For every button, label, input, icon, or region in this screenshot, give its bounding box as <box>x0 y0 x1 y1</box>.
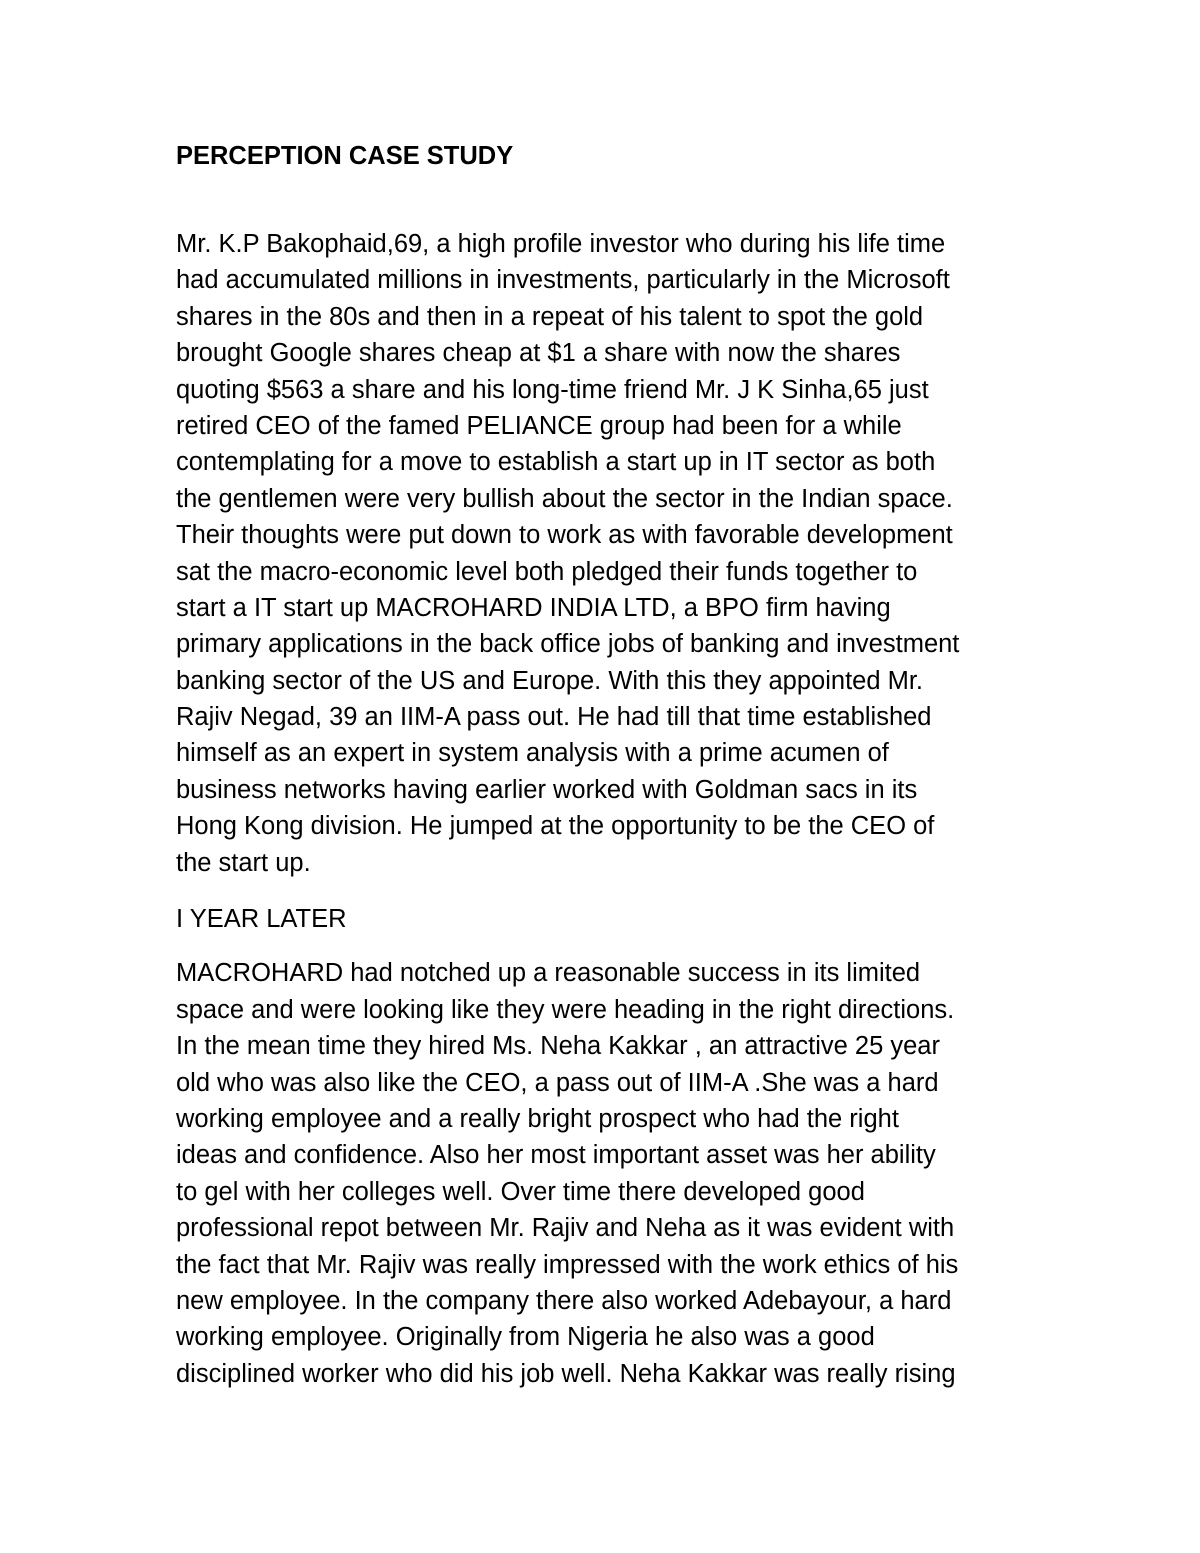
text-line: business networks having earlier worked with Goldman sacs in its <box>176 775 918 804</box>
text-line: Their thoughts were put down to work as with favorable development <box>176 521 953 550</box>
text-line: professional repot between Mr. Rajiv and Neha as it was evident with <box>176 1214 955 1243</box>
text-line: sat the macro-economic level both pledged their funds together to <box>176 557 918 586</box>
text-line: disciplined worker who did his job well. Neha Kakkar was really rising <box>176 1359 956 1388</box>
text-line: ideas and confidence. Also her most important asset was her ability <box>176 1141 936 1170</box>
text-line: old who was also like the CEO, a pass out of IIM-A .She was a hard <box>176 1068 939 1097</box>
text-line: MACROHARD had notched up a reasonable success in its limited <box>176 959 921 988</box>
text-line: shares in the 80s and then in a repeat of his talent to spot the gold <box>176 302 924 331</box>
text-line: to gel with her colleges well. Over time there developed good <box>176 1177 865 1206</box>
text-line: In the mean time they hired Ms. Neha Kakkar , an attractive 25 year <box>176 1032 940 1061</box>
text-line: working employee and a really bright prospect who had the right <box>176 1104 899 1133</box>
paragraph-year-later <box>176 955 1036 1392</box>
text-line: Mr. K.P Bakophaid,69, a high profile investor who during his life time <box>176 230 946 258</box>
text-line: banking sector of the US and Europe. With this they appointed Mr. <box>176 666 924 695</box>
paragraph-intro <box>176 226 1036 881</box>
text-line: the gentlemen were very bullish about the sector in the Indian space. <box>176 484 953 513</box>
document-title: PERCEPTION CASE STUDY <box>176 142 514 170</box>
text-line: brought Google shares cheap at $1 a share with now the shares <box>176 339 901 368</box>
text-line: Hong Kong division. He jumped at the opportunity to be the CEO of <box>176 812 935 841</box>
text-line: quoting $563 a share and his long-time friend Mr. J K Sinha,65 just <box>176 375 929 404</box>
text-line: himself as an expert in system analysis with a prime acumen of <box>176 739 889 768</box>
document-body <box>176 138 1036 1392</box>
text-line: Rajiv Negad, 39 an IIM-A pass out. He had till that time established <box>176 703 932 732</box>
text-line: space and were looking like they were heading in the right directions. <box>176 995 955 1024</box>
text-line: contemplating for a move to establish a start up in IT sector as both <box>176 448 936 477</box>
text-line: the fact that Mr. Rajiv was really impressed with the work ethics of his <box>176 1250 959 1279</box>
text-line: new employee. In the company there also worked Adebayour, a hard <box>176 1286 952 1315</box>
text-line: primary applications in the back office jobs of banking and investment <box>176 630 960 659</box>
text-line: start a IT start up MACROHARD INDIA LTD, a BPO firm having <box>176 593 891 622</box>
section-heading: I YEAR LATER <box>176 905 347 934</box>
text-line: retired CEO of the famed PELIANCE group had been for a while <box>176 411 902 440</box>
text-line: the start up. <box>176 848 311 877</box>
text-line: had accumulated millions in investments, particularly in the Microsoft <box>176 266 950 295</box>
text-line: working employee. Originally from Nigeria he also was a good <box>176 1323 875 1352</box>
